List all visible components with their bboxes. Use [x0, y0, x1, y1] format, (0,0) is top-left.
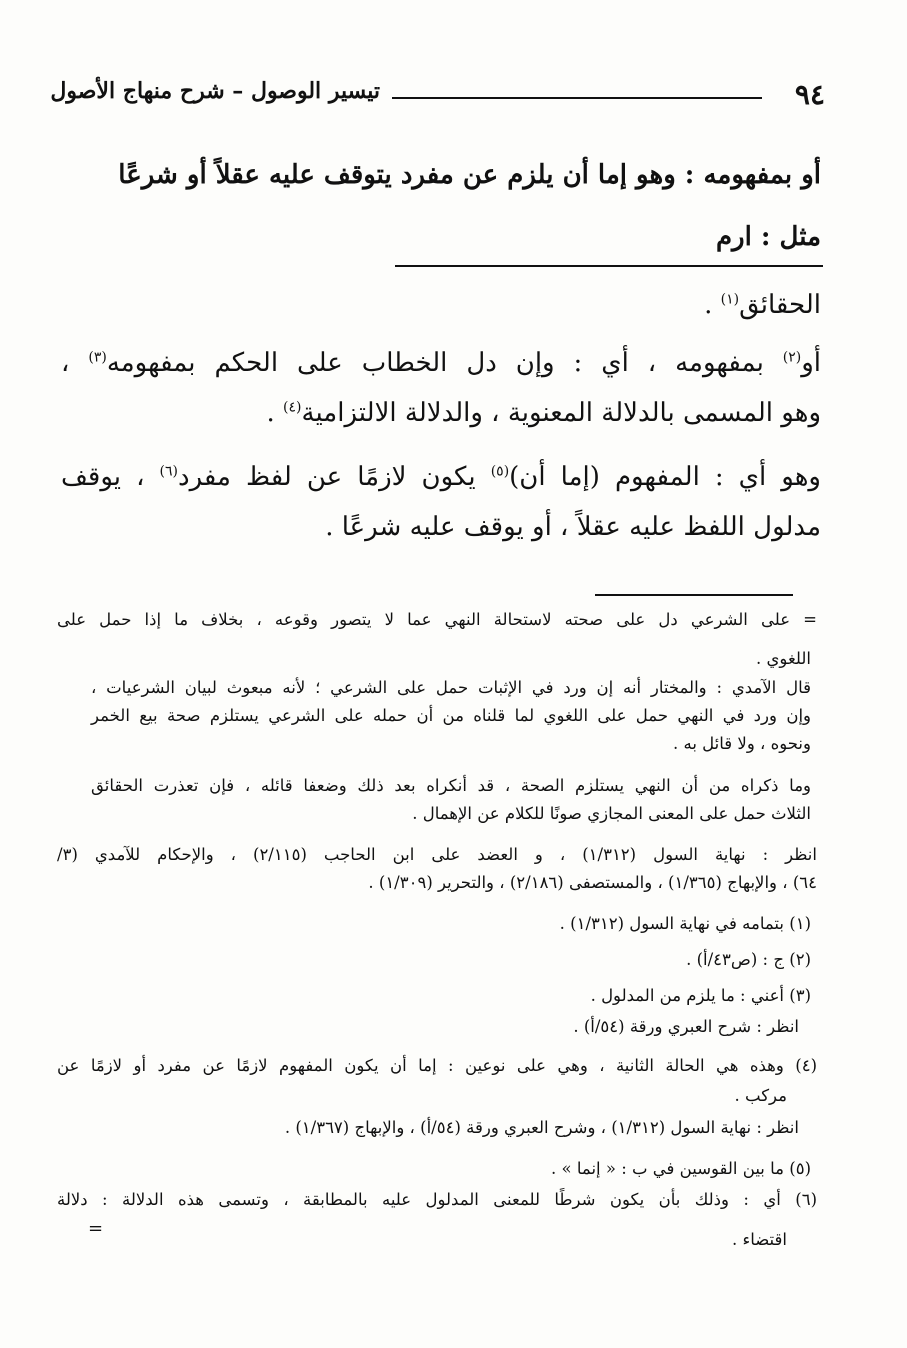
footnote-separator	[595, 594, 793, 596]
footnote-ma-line-2: الثلاث حمل على المعنى المجازي صونًا للكلام عن الإهمال .	[412, 804, 811, 823]
body-text: الحقائق	[739, 290, 821, 320]
footnote-continued-line-2: اللغوي .	[756, 649, 811, 668]
footnote-1: (١) بتمامه في نهاية السول (١/٣١٢) .	[559, 914, 811, 933]
body-text: بمفهومه ، أي : وإن دل الخطاب على الحكم بمفهومه	[106, 348, 783, 378]
footnote-3: (٣) أعني : ما يلزم من المدلول .	[590, 986, 811, 1005]
footnote-marker: (٤)	[283, 399, 302, 416]
footnote-reference-line-1: انظر : نهاية السول (١/٣١٢) ، و العضد على ابن الحاجب (٢/١١٥) ، والإحكام للآمدي (٣/	[57, 845, 817, 864]
body-text: وهو المسمى بالدلالة المعنوية ، والدلالة الالتزامية	[301, 398, 821, 428]
body-paragraph-2-line-2	[61, 398, 821, 428]
footnote-amidi-line-2: وإن ورد في النهي حمل على اللغوي لما قلناه من أن حمله على الشرعي يستلزم صحة بيع الخمر	[91, 706, 811, 725]
footnote-6-line-2: اقتضاء .	[731, 1230, 787, 1249]
footnote-marker: (١)	[720, 291, 740, 308]
body-text: ، يوقف	[61, 462, 160, 492]
body-text: .	[266, 398, 284, 428]
body-text: ،	[61, 348, 89, 378]
header-rule	[392, 97, 762, 99]
body-paragraph-3-line-2: مدلول اللفظ عليه عقلاً ، أو يوقف عليه شرعًا .	[325, 512, 821, 542]
body-paragraph-3-line-1	[61, 462, 821, 492]
matn-line-1: أو بمفهومه : وهو إما أن يلزم عن مفرد يتوقف عليه عقلاً أو شرعًا	[118, 160, 821, 190]
footnote-marker: (٦)	[159, 463, 178, 480]
footnote-5: (٥) ما بين القوسين في ب : « إنما » .	[551, 1159, 811, 1178]
footnote-3-reference: انظر : شرح العبري ورقة (٥٤/أ) .	[573, 1017, 799, 1036]
matn-rule	[395, 265, 823, 267]
matn-line-2: مثل : ارم	[715, 222, 821, 252]
body-text: أو	[801, 348, 822, 378]
body-text: وهو أي : المفهوم (إما أن)	[509, 462, 821, 492]
continuation-mark: =	[88, 1218, 104, 1239]
body-paragraph-1	[61, 290, 821, 320]
body-text: .	[704, 290, 721, 320]
body-text: يكون لازمًا عن لفظ مفرد	[177, 462, 491, 492]
footnote-4-reference: انظر : نهاية السول (١/٣١٢) ، وشرح العبري ورقة (٥٤/أ) ، والإبهاج (١/٣٦٧) .	[284, 1118, 799, 1137]
running-title: تيسير الوصول – شرح منهاج الأصول	[50, 78, 380, 104]
footnote-ma-line-1: وما ذكراه من أن النهي يستلزم الصحة ، قد أنكراه بعد ذلك وضعفا قائله ، فإن تعذرت الحقائق	[91, 776, 811, 795]
footnote-6-line-1: (٦) أي : وذلك بأن يكون شرطًا للمعنى المدلول عليه بالمطابقة ، وتسمى هذه الدلالة : دلالة	[57, 1190, 817, 1209]
body-paragraph-2-line-1	[61, 348, 821, 378]
footnote-2: (٢) ج : (ص٤٣/أ) .	[686, 950, 811, 969]
footnote-marker: (٣)	[88, 349, 107, 366]
footnote-4-line-1: (٤) وهذه هي الحالة الثانية ، وهي على نوعين : إما أن يكون المفهوم لازمًا عن مفرد أو لازمًا عن	[57, 1056, 817, 1075]
footnote-amidi-line-1: قال الآمدي : والمختار أنه إن ورد في الإثبات حمل على الشرعي ؛ لأنه مبعوث لبيان الشرعيات ،	[91, 678, 811, 697]
footnote-4-line-2: مركب .	[734, 1086, 787, 1105]
footnote-continued-line-1: = على الشرعي دل على صحته لاستحالة النهي عما لا يتصور وقوعه ، بخلاف ما إذا حمل على	[57, 610, 817, 629]
footnote-reference-line-2: ٦٤) ، والإبهاج (١/٣٦٥) ، والمستصفى (٢/١٨٦) ، والتحرير (١/٣٠٩) .	[368, 873, 817, 892]
page-number: ٩٤	[794, 78, 825, 111]
footnote-amidi-line-3: ونحوه ، ولا قائل به .	[673, 734, 811, 753]
footnote-marker: (٢)	[782, 349, 802, 366]
footnote-marker: (٥)	[490, 463, 510, 480]
